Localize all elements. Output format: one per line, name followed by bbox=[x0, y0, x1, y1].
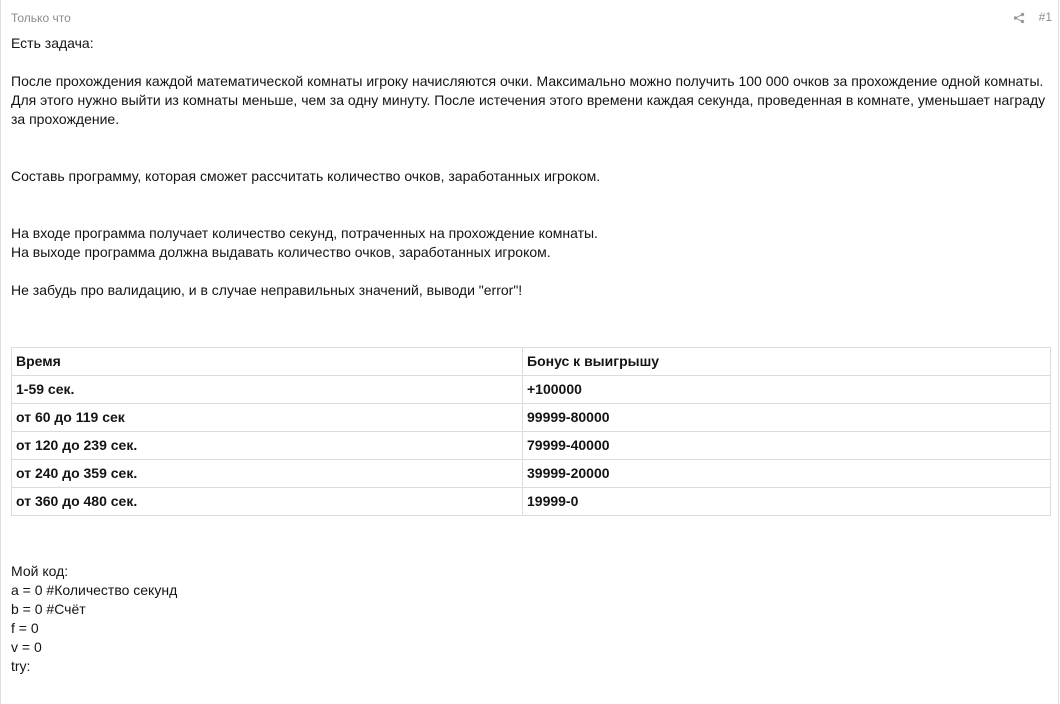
table-cell-time: от 240 до 359 сек. bbox=[12, 460, 523, 488]
post-tools bbox=[1013, 10, 1052, 24]
code-line: v = 0 bbox=[11, 639, 42, 655]
code-line: f = 0 bbox=[11, 620, 39, 636]
table-cell-bonus: 99999-80000 bbox=[523, 404, 1051, 432]
code-block bbox=[11, 562, 1048, 676]
code-label: Мой код: bbox=[11, 563, 69, 579]
post-timestamp[interactable]: Только что bbox=[11, 11, 71, 25]
code-line: try: bbox=[11, 658, 31, 674]
post-header bbox=[1, 0, 1058, 34]
table-cell-time: от 360 до 480 сек. bbox=[12, 488, 523, 516]
bonus-table bbox=[11, 347, 1051, 516]
intro-text: Есть задача: bbox=[11, 35, 94, 51]
output-description: На выходе программа должна выдавать количество очков, заработанных игроком. bbox=[11, 244, 551, 260]
share-icon[interactable] bbox=[1013, 11, 1025, 23]
table-cell-bonus: 79999-40000 bbox=[523, 432, 1051, 460]
post-number-link[interactable]: #1 bbox=[1038, 10, 1052, 24]
task-description: После прохождения каждой математической комнаты игроку начисляются очки. Максимально можно получить 100 000 очков за прохождение одной комнаты. Для этого нужно выйти из комнаты меньше, чем за одну минуту. После истечения этого времени каждая секунда, проведенная в комнате, уменьшает награду за прохождение. bbox=[11, 73, 1046, 127]
task-instruction: Составь программу, которая сможет рассчитать количество очков, заработанных игроком. bbox=[11, 168, 601, 184]
table-cell-bonus: +100000 bbox=[523, 376, 1051, 404]
table-cell-time: от 60 до 119 сек bbox=[12, 404, 523, 432]
code-line: b = 0 #Счёт bbox=[11, 601, 86, 617]
table-cell-bonus: 19999-0 bbox=[523, 488, 1051, 516]
table-header-row bbox=[12, 348, 1051, 376]
input-description: На входе программа получает количество секунд, потраченных на прохождение комнаты. bbox=[11, 225, 598, 241]
table-row bbox=[12, 376, 1051, 404]
post-body bbox=[1, 34, 1058, 676]
table-row bbox=[12, 460, 1051, 488]
table-row bbox=[12, 432, 1051, 460]
table-header-time: Время bbox=[12, 348, 523, 376]
table-cell-bonus: 39999-20000 bbox=[523, 460, 1051, 488]
table-row bbox=[12, 488, 1051, 516]
code-line: a = 0 #Количество секунд bbox=[11, 582, 178, 598]
table-cell-time: 1-59 сек. bbox=[12, 376, 523, 404]
table-row bbox=[12, 404, 1051, 432]
table-header-bonus: Бонус к выигрышу bbox=[523, 348, 1051, 376]
validation-note: Не забудь про валидацию, и в случае неправильных значений, выводи "error"! bbox=[11, 282, 523, 298]
table-cell-time: от 120 до 239 сек. bbox=[12, 432, 523, 460]
